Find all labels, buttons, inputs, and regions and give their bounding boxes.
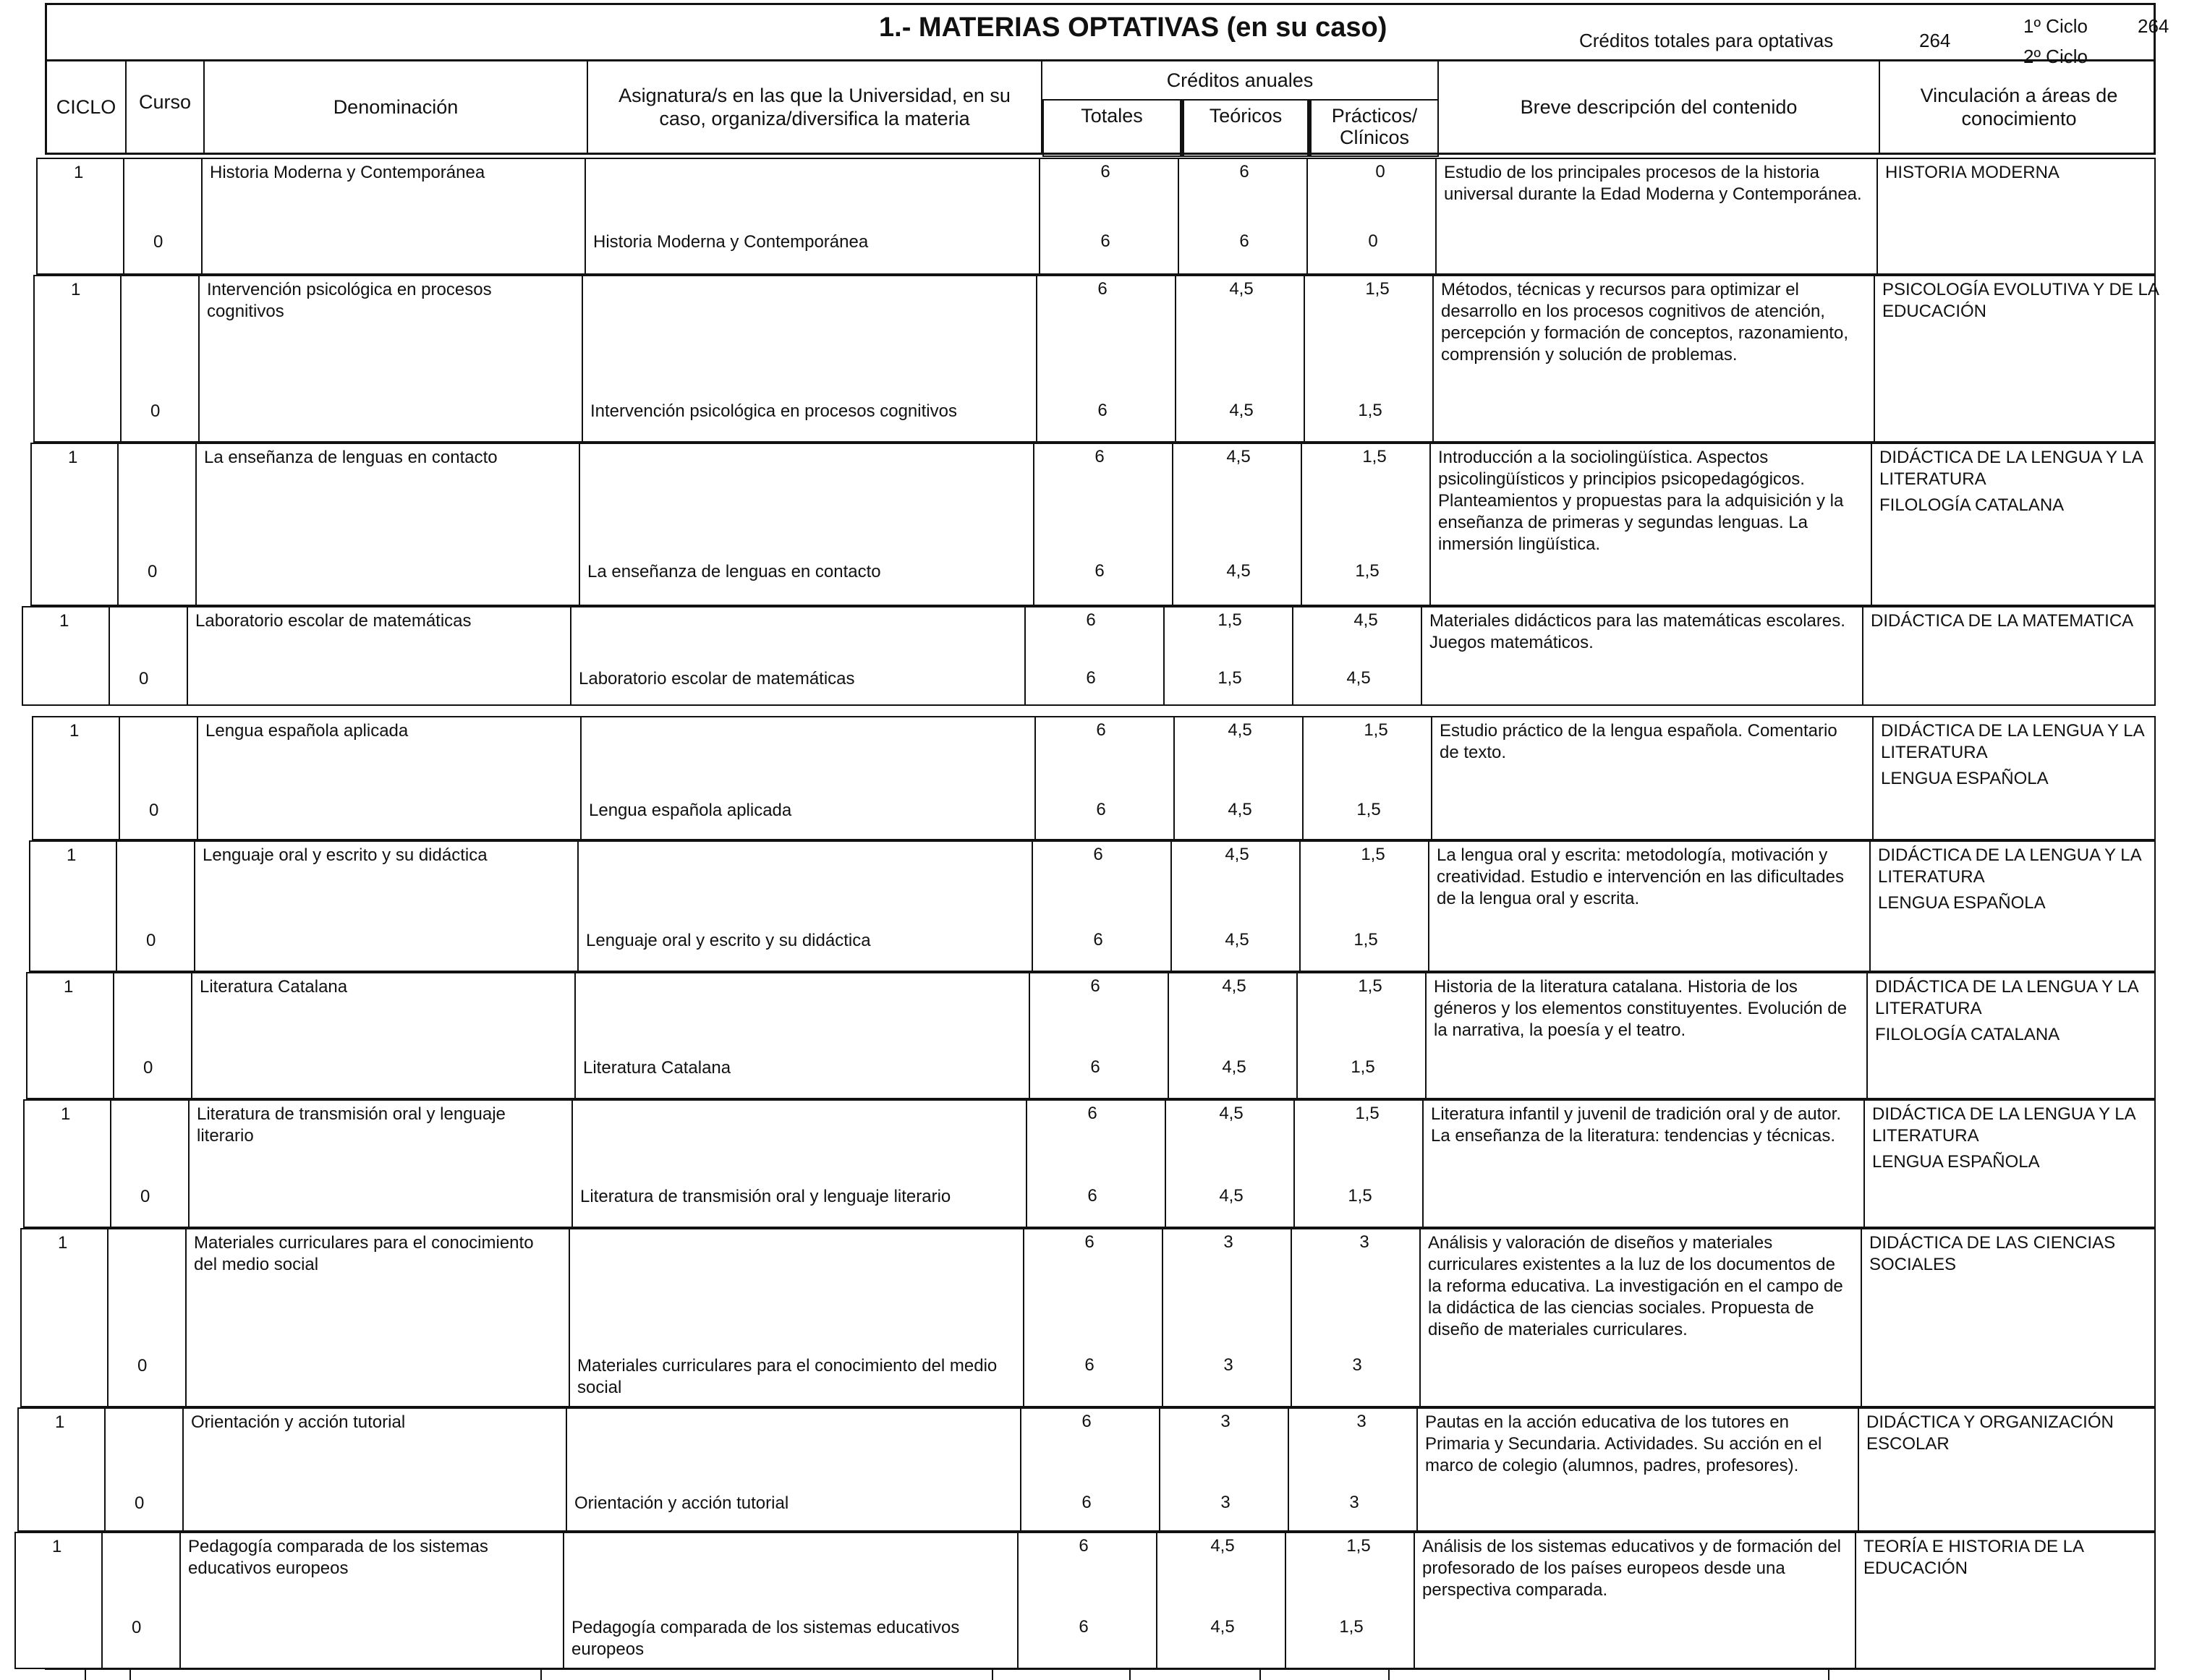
- area-value: DIDÁCTICA Y ORGANIZACIÓN ESCOLAR: [1866, 1412, 2114, 1454]
- column-divider: [1291, 1229, 1292, 1406]
- column-divider: [1033, 444, 1034, 605]
- col-ciclo: CICLO: [47, 61, 127, 153]
- curso-value: 0: [148, 562, 158, 581]
- descripcion-value: Análisis y valoración de diseños y materiales curriculares existentes a la luz de los documentos de la reforma educativa. La investigación en el campo de la didáctica de las ciencias sociales. Propuesta de diseño de materiales curriculares.: [1428, 1233, 1843, 1339]
- column-divider: [1029, 973, 1030, 1098]
- column-divider: [1178, 159, 1179, 273]
- practicos-value: 1,5: [1361, 845, 1385, 864]
- practicos-value: 1,5: [1362, 447, 1387, 466]
- column-divider: [1871, 444, 1872, 605]
- area-value: DIDÁCTICA DE LA LENGUA Y LA LITERATURA: [1875, 977, 2138, 1018]
- totales-value: 6: [1086, 610, 1096, 630]
- col-curso: Curso: [127, 61, 205, 153]
- column-divider: [1429, 444, 1431, 605]
- denominacion-value: La enseñanza de lenguas en contacto: [204, 448, 498, 467]
- column-divider: [107, 1229, 109, 1406]
- practicos-value: 1,5: [1346, 1536, 1371, 1556]
- column-divider: [179, 1533, 181, 1668]
- column-divider: [1165, 1101, 1166, 1227]
- column-divider: [194, 842, 195, 971]
- column-divider: [104, 1409, 106, 1530]
- denominacion-value: Literatura de transmisión oral y lenguaje literario: [197, 1104, 506, 1146]
- column-divider: [569, 1229, 570, 1406]
- creditos-total: 264: [1919, 30, 1951, 51]
- area-value: DIDÁCTICA DE LA LENGUA Y LA LITERATURA: [1881, 721, 2144, 762]
- col-teoricos: Teóricos: [1181, 99, 1310, 157]
- denominacion-value: Materiales curriculares para el conocimiento del medio social: [194, 1233, 534, 1274]
- ciclo1-value: 264: [2138, 15, 2169, 37]
- totales-value: 6: [1097, 279, 1108, 299]
- practicos-value: 3: [1356, 1412, 1366, 1431]
- teoricos-value: 4,5: [1228, 720, 1252, 740]
- totales-value-sub: 6: [1094, 561, 1105, 581]
- column-divider: [1414, 1533, 1415, 1668]
- ciclo-value: 1: [69, 721, 80, 741]
- table-row: [36, 158, 2156, 275]
- column-divider: [566, 1409, 567, 1530]
- area-value-secondary: LENGUA ESPAÑOLA: [1872, 1152, 2040, 1172]
- column-divider: [1292, 607, 1293, 704]
- totales-value-sub: 6: [1100, 231, 1110, 251]
- table-row: [26, 972, 2156, 1099]
- table-row: [20, 1228, 2156, 1407]
- area-value: DIDÁCTICA DE LA MATEMATICA: [1871, 611, 2134, 631]
- teoricos-value: 4,5: [1210, 1536, 1235, 1556]
- descripcion-value: Pautas en la acción educativa de los tutores en Primaria y Secundaria. Actividades. Su acción en el marco de colegio (alumnos, padres, profesores).: [1425, 1412, 1822, 1475]
- table-header: [45, 59, 2156, 155]
- denominacion-value: Pedagogía comparada de los sistemas educativos europeos: [188, 1537, 488, 1578]
- curso-value: 0: [139, 669, 149, 688]
- curso-value: 0: [153, 232, 163, 252]
- totales-value-sub: 6: [1097, 401, 1108, 420]
- area-value: TEORÍA E HISTORIA DE LA EDUCACIÓN: [1863, 1537, 2083, 1578]
- totales-value: 6: [1094, 447, 1105, 466]
- table-row: [30, 443, 2156, 606]
- column-divider: [1175, 276, 1176, 441]
- column-divider: [1306, 159, 1308, 273]
- descripcion-value: Literatura infantil y juvenil de tradición oral y de autor. La enseñanza de la literatura: tendencias y técnicas.: [1431, 1104, 1841, 1146]
- practicos-value: 0: [1375, 162, 1385, 182]
- practicos-value-sub: 3: [1349, 1493, 1359, 1512]
- practicos-value: 3: [1359, 1232, 1369, 1252]
- practicos-value: 4,5: [1353, 610, 1378, 630]
- totales-value: 6: [1081, 1412, 1092, 1431]
- denominacion-value: Literatura Catalana: [200, 977, 348, 997]
- practicos-value: 1,5: [1355, 1104, 1380, 1123]
- column-divider: [1863, 1101, 1865, 1227]
- totales-value-sub: 6: [1087, 1186, 1097, 1206]
- col-descripcion: Breve descripción del contenido: [1439, 61, 1880, 153]
- column-divider: [1435, 159, 1437, 273]
- totales-value-sub: 6: [1090, 1057, 1100, 1077]
- column-divider: [197, 717, 198, 839]
- column-divider: [1299, 842, 1301, 971]
- curso-value: 0: [132, 1618, 142, 1637]
- column-divider: [580, 717, 582, 839]
- column-divider: [1026, 1101, 1027, 1227]
- column-divider: [582, 276, 583, 441]
- area-value: PSICOLOGÍA EVOLUTIVA Y DE LA EDUCACIÓN: [1882, 280, 2159, 321]
- ciclo1-label: 1º Ciclo: [2023, 15, 2088, 37]
- column-divider: [1020, 1409, 1021, 1530]
- curso-value: 0: [140, 1187, 150, 1206]
- ciclo-value: 1: [61, 1104, 71, 1124]
- table-row: [32, 716, 2156, 840]
- column-divider: [1855, 1533, 1856, 1668]
- area-value-secondary: LENGUA ESPAÑOLA: [1878, 893, 2046, 913]
- ciclo2-label: 2º Ciclo: [2023, 46, 2088, 67]
- asignatura-value: Historia Moderna y Contemporánea: [593, 232, 869, 252]
- table-row: [22, 606, 2156, 706]
- column-divider: [1163, 607, 1165, 704]
- totales-value: 6: [1084, 1232, 1094, 1252]
- column-divider: [570, 607, 571, 704]
- teoricos-value-sub: 4,5: [1229, 401, 1254, 420]
- asignatura-value: Literatura de transmisión oral y lenguaje literario: [580, 1187, 951, 1206]
- column-divider: [198, 276, 200, 441]
- column-divider: [1866, 973, 1868, 1098]
- descripcion-value: Estudio de los principales procesos de la historia universal durante la Edad Moderna y Contemporánea.: [1444, 163, 1862, 204]
- ciclo-value: 1: [59, 611, 69, 631]
- column-divider: [574, 973, 576, 1098]
- denominacion-value: Historia Moderna y Contemporánea: [210, 163, 485, 182]
- column-divider: [1421, 607, 1422, 704]
- teoricos-value: 4,5: [1225, 845, 1249, 864]
- column-divider: [1017, 1533, 1019, 1668]
- teoricos-value-sub: 1,5: [1217, 668, 1242, 688]
- column-divider: [1039, 159, 1040, 273]
- totales-value: 6: [1093, 845, 1103, 864]
- denominacion-value: Laboratorio escolar de matemáticas: [195, 611, 472, 631]
- column-divider: [1170, 842, 1172, 971]
- column-divider: [1034, 717, 1036, 839]
- table-row: [14, 1532, 2156, 1669]
- column-divider: [1419, 1229, 1421, 1406]
- asignatura-value: Literatura Catalana: [583, 1058, 731, 1078]
- column-divider: [1872, 717, 1874, 839]
- totales-value-sub: 6: [1079, 1617, 1089, 1637]
- column-divider: [195, 444, 197, 605]
- asignatura-value: Materiales curriculares para el conocimiento del medio social: [577, 1356, 998, 1397]
- asignatura-value: Laboratorio escolar de matemáticas: [579, 669, 855, 688]
- curso-value: 0: [150, 401, 161, 421]
- column-divider: [1172, 444, 1173, 605]
- asignatura-value: Lenguaje oral y escrito y su didáctica: [586, 931, 871, 950]
- column-divider: [187, 607, 188, 704]
- teoricos-value-sub: 3: [1220, 1493, 1230, 1512]
- column-divider: [101, 1533, 103, 1668]
- ciclo-value: 1: [58, 1233, 68, 1253]
- teoricos-value: 4,5: [1229, 279, 1254, 299]
- totales-value: 6: [1079, 1536, 1089, 1556]
- column-divider: [571, 1101, 573, 1227]
- column-divider: [1876, 159, 1878, 273]
- col-practicos: Prácticos/ Clínicos: [1310, 99, 1439, 157]
- column-divider: [1422, 1101, 1424, 1227]
- teoricos-value-sub: 6: [1239, 231, 1249, 251]
- descripcion-value: Análisis de los sistemas educativos y de formación del profesorado de los países europeos desde una perspectiva comparada.: [1422, 1537, 1841, 1600]
- column-divider: [1431, 717, 1432, 839]
- area-value-secondary: FILOLOGÍA CATALANA: [1879, 495, 2065, 515]
- curso-value: 0: [146, 931, 156, 950]
- descripcion-value: Historia de la literatura catalana. Historia de los géneros y los elementos constituyentes. Evolución de la narrativa, la poesía y el teatro.: [1434, 977, 1847, 1040]
- practicos-value-sub: 1,5: [1339, 1617, 1364, 1637]
- table-row: [17, 1407, 2156, 1532]
- column-divider: [182, 1409, 184, 1530]
- teoricos-value: 6: [1239, 162, 1249, 182]
- totales-value: 6: [1087, 1104, 1097, 1123]
- teoricos-value: 4,5: [1222, 976, 1246, 996]
- column-divider: [585, 159, 586, 273]
- curso-value: 0: [135, 1493, 145, 1513]
- column-divider: [579, 444, 580, 605]
- col-denominacion: Denominación: [205, 61, 588, 153]
- practicos-value-sub: 1,5: [1356, 800, 1381, 819]
- column-divider: [1293, 1101, 1295, 1227]
- column-divider: [1861, 1229, 1862, 1406]
- column-divider: [1159, 1409, 1160, 1530]
- column-divider: [1416, 1409, 1418, 1530]
- area-value: DIDÁCTICA DE LAS CIENCIAS SOCIALES: [1869, 1233, 2116, 1274]
- denominacion-value: Intervención psicológica en procesos cognitivos: [207, 280, 492, 321]
- practicos-value-sub: 1,5: [1358, 401, 1382, 420]
- column-divider: [116, 842, 117, 971]
- column-divider: [1288, 1409, 1289, 1530]
- teoricos-value-sub: 4,5: [1228, 800, 1252, 819]
- column-divider: [1428, 842, 1429, 971]
- title-strip: [45, 3, 2169, 67]
- ciclo-value: 1: [74, 163, 84, 182]
- curso-value: 0: [149, 801, 159, 820]
- teoricos-value-sub: 4,5: [1225, 930, 1249, 950]
- column-divider: [1304, 276, 1305, 441]
- practicos-value-sub: 0: [1368, 231, 1378, 251]
- teoricos-value-sub: 4,5: [1226, 561, 1251, 581]
- column-divider: [1425, 973, 1427, 1098]
- practicos-value-sub: 1,5: [1348, 1186, 1372, 1206]
- teoricos-value: 3: [1223, 1232, 1233, 1252]
- totales-value: 6: [1090, 976, 1100, 996]
- column-divider: [1285, 1533, 1286, 1668]
- asignatura-value: Orientación y acción tutorial: [574, 1493, 789, 1513]
- totales-value-sub: 6: [1086, 668, 1096, 688]
- teoricos-value-sub: 4,5: [1219, 1186, 1244, 1206]
- asignatura-value: Pedagogía comparada de los sistemas educativos europeos: [571, 1618, 960, 1659]
- column-divider: [120, 276, 122, 441]
- area-value: DIDÁCTICA DE LA LENGUA Y LA LITERATURA: [1872, 1104, 2135, 1146]
- column-divider: [123, 159, 124, 273]
- teoricos-value: 1,5: [1217, 610, 1242, 630]
- practicos-value: 1,5: [1365, 279, 1390, 299]
- teoricos-value: 4,5: [1219, 1104, 1244, 1123]
- totales-value: 6: [1100, 162, 1110, 182]
- totales-value-sub: 6: [1096, 800, 1106, 819]
- teoricos-value: 3: [1220, 1412, 1230, 1431]
- table-row: [23, 1099, 2156, 1228]
- denominacion-value: Lenguaje oral y escrito y su didáctica: [203, 845, 488, 865]
- column-divider: [117, 444, 119, 605]
- column-divider: [563, 1533, 564, 1668]
- column-divider: [1296, 973, 1298, 1098]
- denominacion-value: Lengua española aplicada: [205, 721, 409, 741]
- column-divider: [1168, 973, 1169, 1098]
- column-divider: [1036, 276, 1037, 441]
- ciclo-value: 1: [55, 1412, 65, 1432]
- column-divider: [1173, 717, 1175, 839]
- column-divider: [1432, 276, 1434, 441]
- practicos-value: 1,5: [1358, 976, 1382, 996]
- bottom-edge: [45, 1668, 2156, 1680]
- area-value: DIDÁCTICA DE LA LENGUA Y LA LITERATURA: [1879, 448, 2143, 489]
- column-divider: [1869, 842, 1871, 971]
- descripcion-value: Métodos, técnicas y recursos para optimizar el desarrollo en los procesos cognitivos de atención, percepción y formación de conceptos, razonamiento, comprensión y solución de problemas.: [1441, 280, 1848, 364]
- teoricos-value-sub: 4,5: [1210, 1617, 1235, 1637]
- column-divider: [201, 159, 203, 273]
- practicos-value: 1,5: [1364, 720, 1388, 740]
- column-divider: [191, 973, 192, 1098]
- column-divider: [1023, 1229, 1024, 1406]
- totales-value-sub: 6: [1081, 1493, 1092, 1512]
- asignatura-value: La enseñanza de lenguas en contacto: [587, 562, 881, 581]
- creditos-label: Créditos totales para optativas: [1579, 30, 1834, 51]
- practicos-value-sub: 1,5: [1355, 561, 1380, 581]
- totales-value: 6: [1096, 720, 1106, 740]
- asignatura-value: Intervención psicológica en procesos cognitivos: [590, 401, 957, 421]
- col-vinculacion: Vinculación a áreas de conocimiento: [1920, 85, 2118, 129]
- column-divider: [113, 973, 114, 1098]
- column-divider: [1302, 717, 1304, 839]
- curso-value: 0: [143, 1058, 153, 1078]
- column-divider: [1858, 1409, 1859, 1530]
- column-divider: [110, 1101, 111, 1227]
- area-value: DIDÁCTICA DE LA LENGUA Y LA LITERATURA: [1878, 845, 2141, 887]
- asignatura-value: Lengua española aplicada: [589, 801, 792, 820]
- denominacion-value: Orientación y acción tutorial: [191, 1412, 406, 1432]
- column-divider: [1862, 607, 1863, 704]
- col-creditos-anuales: Créditos anuales: [1042, 61, 1439, 153]
- descripcion-value: Estudio práctico de la lengua española. Comentario de texto.: [1440, 721, 1837, 762]
- practicos-value-sub: 4,5: [1346, 668, 1371, 688]
- column-divider: [109, 607, 110, 704]
- totales-value-sub: 6: [1093, 930, 1103, 950]
- column-divider: [1024, 607, 1026, 704]
- column-divider: [188, 1101, 190, 1227]
- col-asignaturas: Asignatura/s en las que la Universidad, en su caso, organiza/diversifica la materia: [588, 61, 1042, 153]
- page-title: 1.- MATERIAS OPTATIVAS (en su caso): [879, 12, 1387, 43]
- ciclo-value: 1: [68, 448, 78, 467]
- practicos-value-sub: 1,5: [1351, 1057, 1375, 1077]
- ciclo-value: 1: [67, 845, 77, 865]
- teoricos-value-sub: 3: [1223, 1355, 1233, 1375]
- col-totales: Totales: [1042, 99, 1181, 157]
- curso-value: 0: [137, 1356, 148, 1376]
- ciclo-value: 1: [64, 977, 74, 997]
- area-value-secondary: LENGUA ESPAÑOLA: [1881, 769, 2049, 788]
- table-row: [29, 840, 2156, 972]
- descripcion-value: La lengua oral y escrita: metodología, motivación y creatividad. Estudio e intervención en las dificultades de la lengua oral y escrita.: [1437, 845, 1844, 908]
- column-divider: [185, 1229, 187, 1406]
- practicos-value-sub: 3: [1352, 1355, 1362, 1375]
- teoricos-value-sub: 4,5: [1222, 1057, 1246, 1077]
- ciclo-value: 1: [71, 280, 81, 299]
- area-value: HISTORIA MODERNA: [1885, 163, 2060, 182]
- totales-value-sub: 6: [1084, 1355, 1094, 1375]
- practicos-value-sub: 1,5: [1353, 930, 1378, 950]
- column-divider: [1162, 1229, 1163, 1406]
- ciclo-value: 1: [52, 1537, 62, 1556]
- column-divider: [1874, 276, 1875, 441]
- area-value-secondary: FILOLOGÍA CATALANA: [1875, 1025, 2060, 1044]
- column-divider: [1301, 444, 1302, 605]
- column-divider: [1156, 1533, 1157, 1668]
- teoricos-value: 4,5: [1226, 447, 1251, 466]
- column-divider: [1032, 842, 1033, 971]
- descripcion-value: Introducción a la sociolingüística. Aspectos psicolingüísticos y principios psicopedagógicos. Planteamientos y propuestas para la adquisición y la enseñanza de primeras y segundas lenguas. La inmersión lingüística.: [1438, 448, 1844, 554]
- column-divider: [119, 717, 120, 839]
- table-row: [33, 275, 2159, 443]
- column-divider: [577, 842, 579, 971]
- descripcion-value: Materiales didácticos para las matemáticas escolares. Juegos matemáticos.: [1429, 611, 1845, 652]
